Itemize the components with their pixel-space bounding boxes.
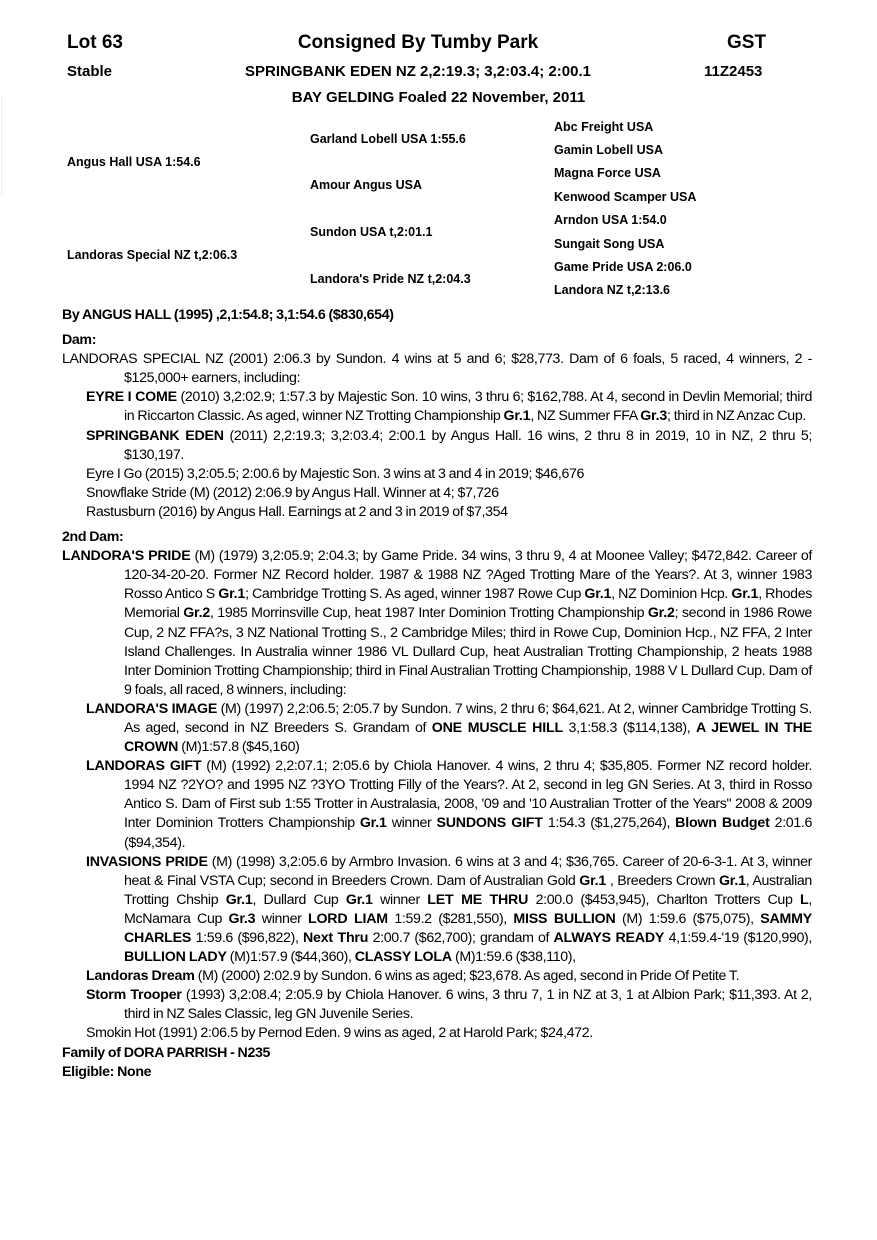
pedigree-g3: Arndon USA 1:54.0 xyxy=(554,213,667,227)
second-dam-entry xyxy=(62,547,812,700)
consignor-title: Consigned By Tumby Park xyxy=(297,32,539,53)
progeny-name: LANDORAS GIFT xyxy=(86,758,202,775)
grade-badge: Gr.1 xyxy=(718,872,746,889)
page-edge xyxy=(1,95,2,195)
progeny-text: (1993) 3,2:08.4; 2:05.9 by Chiola Hanover. 6 wins, 3 thru 7, 1 in NZ at 3, 1 at Albion Park; $11,393. At 2, third in NZ Sales Classic, leg GN Juvenile Series. xyxy=(124,987,812,1023)
pedigree-dam-dam: Landora's Pride NZ t,2:04.3 xyxy=(310,272,471,286)
progeny-entry xyxy=(62,986,812,1024)
second-dam-heading: 2nd Dam: xyxy=(62,529,124,546)
progeny-text: , Dullard Cup xyxy=(252,891,346,908)
progeny-name: LANDORA'S IMAGE xyxy=(86,700,218,717)
gst-label: GST xyxy=(727,32,767,53)
progeny-entry xyxy=(62,388,812,426)
grade-badge: Gr.2 xyxy=(647,605,675,622)
pedigree-sire: Angus Hall USA 1:54.6 xyxy=(67,155,201,169)
progeny-text: (M) (1998) 3,2:05.6 by Armbro Invasion. 6 wins at 3 and 4; $36,765. Career of 20-6-3-1. At 3, winner heat & Final VSTA Cup; second in Breeders Crown. Dam of Australian Gold xyxy=(124,853,812,889)
progeny-text: (M) 1:59.6 ($75,075), xyxy=(615,910,761,927)
descendant-name: SAMMY CHARLES xyxy=(124,910,813,946)
progeny-text: winner xyxy=(386,815,437,832)
progeny-name: Landoras Dream xyxy=(86,968,195,985)
progeny-text: (M) (1997) 2,2:06.5; 2:05.7 by Sundon. 7 wins, 2 thru 6; $64,621. At 2, winner Cambridge Trotting S. As aged, second in NZ Breeders S. Grandam of xyxy=(124,700,812,736)
progeny-entry xyxy=(62,757,812,852)
progeny-entry xyxy=(62,967,812,986)
progeny-text: 4,1:59.4-'19 ($120,990), xyxy=(664,930,813,946)
progeny-text: 1:59.2 ($281,550), xyxy=(387,910,514,927)
progeny-text: (2010) 3,2:02.9; 1:57.3 by Majestic Son. 10 wins, 3 thru 6; $162,788. At 4, second in Devlin Memorial; third in Riccarton Classic. As aged, winner NZ Trotting Championship xyxy=(124,389,813,425)
progeny-entry: Snowflake Stride (M) (2012) 2:06.9 by Angus Hall. Winner at 4; $7,726 xyxy=(86,484,499,501)
entry-text: ; second in 1986 Rowe Cup, 2 NZ FFA?s, 3 NZ National Trotting S., 2 Cambridge Miles; third in Rowe Cup, Dominion Hcp., NZ FFA, 2 Inter Island Challenges. In Australia winner 1986 VL Dullard Cup, heat Australian Trotting Championship, 2 heats 1988 Inter Dominion Trotting Championship; third in Final Australian Trotting Championship, 1988 V L Dullard Cup. Dam of 9 foals, all raced, 8 winners, including: xyxy=(124,605,812,698)
progeny-text: 1:59.6 ($96,822), xyxy=(191,930,303,946)
progeny-text: (M) (2000) 2:02.9 by Sundon. 6 wins as aged; $23,678. As aged, second in Pride Of Petite T. xyxy=(194,968,740,985)
progeny-text: 1:54.3 ($1,275,264), xyxy=(542,815,676,832)
second-dam-name: LANDORA'S PRIDE xyxy=(62,548,191,565)
progeny-text: (M)1:57.8 ($45,160) xyxy=(178,739,300,756)
progeny-entry: Rastusburn (2016) by Angus Hall. Earnings at 2 and 3 in 2019 of $7,354 xyxy=(86,503,508,520)
progeny-text: winner xyxy=(372,891,428,908)
pedigree-g3: Game Pride USA 2:06.0 xyxy=(554,260,692,274)
progeny-text: , McNamara Cup xyxy=(124,891,812,927)
horse-description: BAY GELDING Foaled 22 November, 2011 xyxy=(291,89,586,106)
progeny-text: , Breeders Crown xyxy=(606,872,719,889)
pedigree-sire-dam: Amour Angus USA xyxy=(310,178,423,192)
progeny-name: SPRINGBANK EDEN xyxy=(86,427,224,444)
descendant-name: BULLION LADY xyxy=(124,949,227,966)
sire-line: By ANGUS HALL (1995) ,2,1:54.8; 3,1:54.6 ($830,654) xyxy=(62,307,394,323)
grade-badge: Gr.3 xyxy=(228,910,256,927)
eligible-line: Eligible: None xyxy=(62,1063,152,1080)
progeny-name: Storm Trooper xyxy=(86,987,182,1004)
pedigree-g3: Landora NZ t,2:13.6 xyxy=(554,283,670,297)
progeny-entry: Smokin Hot (1991) 2:06.5 by Pernod Eden. 9 wins as aged, 2 at Harold Park; $24,472. xyxy=(86,1025,593,1042)
grade-badge: Gr.1 xyxy=(731,586,759,603)
progeny-text: 2:01.6 ($94,354). xyxy=(124,815,813,851)
grade-badge: Gr.1 xyxy=(584,586,612,603)
progeny-entry: Eyre I Go (2015) 3,2:05.5; 2:00.6 by Majestic Son. 3 wins at 3 and 4 in 2019; $46,676 xyxy=(86,465,585,482)
grade-badge: Gr.1 xyxy=(579,872,607,889)
progeny-name: INVASIONS PRIDE xyxy=(86,853,208,870)
pedigree-sire-sire: Garland Lobell USA 1:55.6 xyxy=(310,132,466,146)
progeny-name: EYRE I COME xyxy=(86,389,177,406)
grade-badge: Gr.1 xyxy=(359,815,387,832)
descendant-name: LET ME THRU xyxy=(427,891,529,908)
entry-text: ; Cambridge Trotting S. As aged, winner 1987 Rowe Cup xyxy=(245,586,585,603)
grade-badge: Gr.1 xyxy=(503,408,531,425)
progeny-text: winner xyxy=(255,910,308,927)
descendant-name: ALWAYS READY xyxy=(553,930,665,946)
progeny-text: (2011) 2,2:19.3; 3,2:03.4; 2:00.1 by Angus Hall. 16 wins, 2 thru 8 in 2019, 10 in NZ, 2 thru 5; $130,197. xyxy=(124,427,812,463)
grade-badge: Gr.1 xyxy=(225,891,253,908)
progeny-text: 3,1:58.3 ($114,138), xyxy=(562,719,696,736)
pedigree-dam: Landoras Special NZ t,2:06.3 xyxy=(67,248,238,262)
progeny-text: , Australian Trotting Chship xyxy=(124,872,812,908)
lot-number: Lot 63 xyxy=(67,32,123,53)
descendant-name: MISS BULLION xyxy=(513,910,616,927)
horse-id: 11Z2453 xyxy=(704,63,763,80)
progeny-text: , NZ Summer FFA xyxy=(530,408,641,425)
progeny-entry xyxy=(62,853,812,968)
descendant-name: Next Thru xyxy=(302,930,369,946)
pedigree-g3: Gamin Lobell USA xyxy=(554,143,664,157)
family-line: Family of DORA PARRISH - N235 xyxy=(62,1044,271,1061)
grade-badge: Gr.1 xyxy=(345,891,373,908)
grade-badge: Gr.2 xyxy=(183,605,211,622)
descendant-name: LORD LIAM xyxy=(307,910,388,927)
pedigree-g3: Kenwood Scamper USA xyxy=(554,190,697,204)
progeny-text: (M)1:57.9 ($44,360), xyxy=(226,949,355,966)
catalogue-body xyxy=(62,306,812,1082)
progeny-text: 2:00.0 ($453,945), Charlton Trotters Cup xyxy=(528,891,800,908)
progeny-text: ; third in NZ Anzac Cup. xyxy=(667,408,806,425)
progeny-text: (M)1:59.6 ($38,110), xyxy=(451,949,576,966)
descendant-name: CLASSY LOLA xyxy=(354,949,452,966)
entry-text: (M) (1979) 3,2:05.9; 2:04.3; by Game Pride. 34 wins, 3 thru 9, 4 at Moonee Valley; $472,842. Career of 120-34-20-20. Former NZ Record holder. 1987 & 1988 NZ ?Aged Trotting Mare of the Years?. At 3, winner 1983 Rosso Antico S xyxy=(124,548,812,603)
descendant-name: ONE MUSCLE HILL xyxy=(431,719,563,736)
dam-heading: Dam: xyxy=(62,332,97,349)
horse-name-line: SPRINGBANK EDEN NZ 2,2:19.3; 3,2:03.4; 2:00.1 xyxy=(245,63,591,80)
progeny-text: (M) (1992) 2,2:07.1; 2:05.6 by Chiola Hanover. 4 wins, 2 thru 4; $35,805. Former NZ record holder. 1994 NZ ?2YO? and 1995 NZ ?3YO Trotting Filly of the Years?. At 2, second in leg GN Series. At 3, third in Rosso Antico S. Dam of First sub 1:55 Trotter in Australasia, 2008, '09 and '10 Australian Trotter of the Years" 2008 & 2009 Inter Dominion Trotters Championship xyxy=(124,758,812,832)
pedigree-dam-sire: Sundon USA t,2:01.1 xyxy=(310,225,433,239)
progeny-entry xyxy=(62,427,812,465)
entry-text: , NZ Dominion Hcp. xyxy=(611,586,732,603)
grade-badge: Gr.1 xyxy=(218,586,246,603)
descendant-name: Blown Budget xyxy=(675,815,770,832)
location-label: Stable xyxy=(67,63,113,80)
pedigree-g3: Sungait Song USA xyxy=(554,237,665,251)
pedigree-g3: Abc Freight USA xyxy=(554,120,654,134)
entry-text: , Rhodes Memorial xyxy=(124,586,812,622)
progeny-entry xyxy=(62,700,812,757)
pedigree-g3: Magna Force USA xyxy=(554,166,661,180)
dam-entry: LANDORAS SPECIAL NZ (2001) 2:06.3 by Sundon. 4 wins at 5 and 6; $28,773. Dam of 6 foals, 5 raced, 4 winners, 2 - $125,000+ earners, including: xyxy=(62,351,812,387)
descendant-name: SUNDONS GIFT xyxy=(436,815,543,832)
grade-badge: L xyxy=(799,891,809,908)
entry-text: , 1985 Morrinsville Cup, heat 1987 Inter Dominion Trotting Championship xyxy=(210,605,648,622)
grade-badge: Gr.3 xyxy=(640,408,668,425)
progeny-text: 2:00.7 ($62,700); grandam of xyxy=(368,930,554,946)
descendant-name: A JEWEL IN THE CROWN xyxy=(124,719,812,756)
